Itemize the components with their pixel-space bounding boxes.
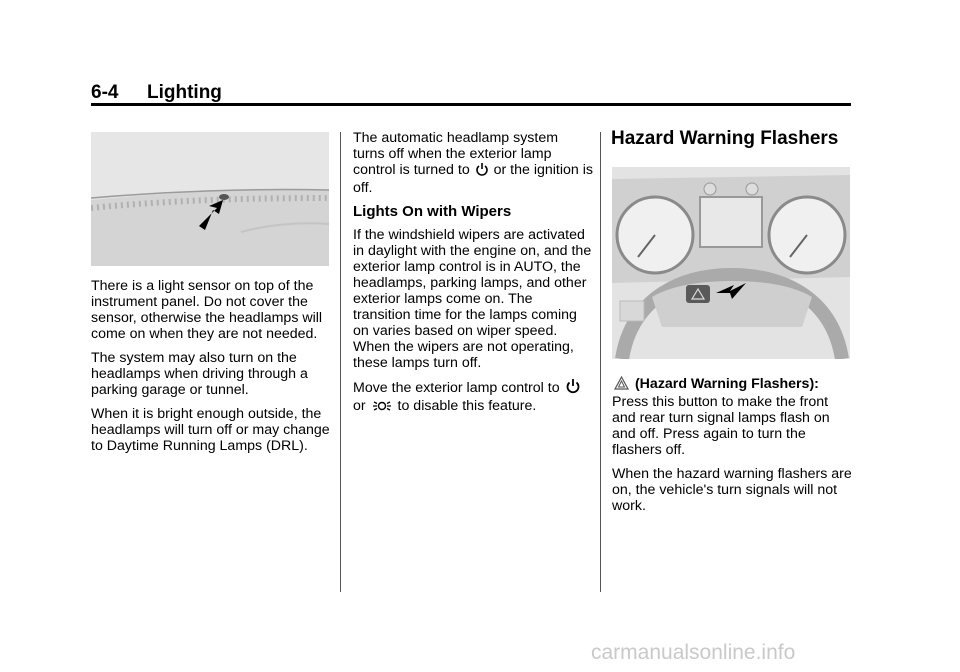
power-off-icon [476,163,488,180]
column-divider-1 [340,132,341,592]
section-title: Lighting [147,82,222,103]
paragraph-text: to disable this feature. [397,398,537,414]
paragraph-text: The automatic headlamp system turns off when the exterior lamp control is turned to [353,130,559,178]
subsection-heading: Lights On with Wipers [353,203,512,220]
paragraph [612,376,852,458]
hazard-button-illustration [612,167,850,359]
paragraph: The system may also turn on the headlamps when driving through a parking garage or tunnel. [91,350,308,398]
paragraph-text: Move the exterior lamp control to [353,380,560,396]
section-heading: Hazard Warning Flashers [611,128,839,149]
light-sensor-illustration [91,132,329,266]
paragraph-text: Press this button to make the front and rear turn signal lamps flash on and off. Press again to turn the flashers off. [612,394,830,458]
paragraph: When the hazard warning flashers are on, the vehicle's turn signals will not work. [612,466,852,514]
paragraph: There is a light sensor on top of the instrument panel. Do not cover the sensor, otherwise the headlamps will come on when they are not needed. [91,278,323,342]
paragraph-text: or the ignition is off. [353,162,593,196]
paragraph [353,379,593,416]
power-off-icon [566,379,580,398]
header-rule [91,103,851,106]
parking-lamp-icon [372,400,392,416]
middle-column-text [353,130,593,424]
section-number: 6-4 [91,82,119,103]
hazard-label: (Hazard Warning Flashers): [634,376,819,392]
paragraph [353,130,593,196]
paragraph: When it is bright enough outside, the headlamps will turn off or may change to Daytime Running Lamps (DRL). [91,406,330,454]
paragraph-text: or [353,398,366,414]
watermark: carmanualsonline.info [591,641,796,664]
page-header [91,82,222,104]
left-column-text [91,278,337,462]
right-column-text [612,376,852,522]
hazard-triangle-icon [614,376,629,394]
column-divider-2 [600,132,601,592]
paragraph: If the windshield wipers are activated in daylight with the engine on, and the exterior lamp control is in AUTO, the headlamps, parking lamps, and other exterior lamps come on. The transition time for the lamps coming on varies based on wiper speed. When the wipers are not operating, these lamps turn off. [353,227,592,371]
